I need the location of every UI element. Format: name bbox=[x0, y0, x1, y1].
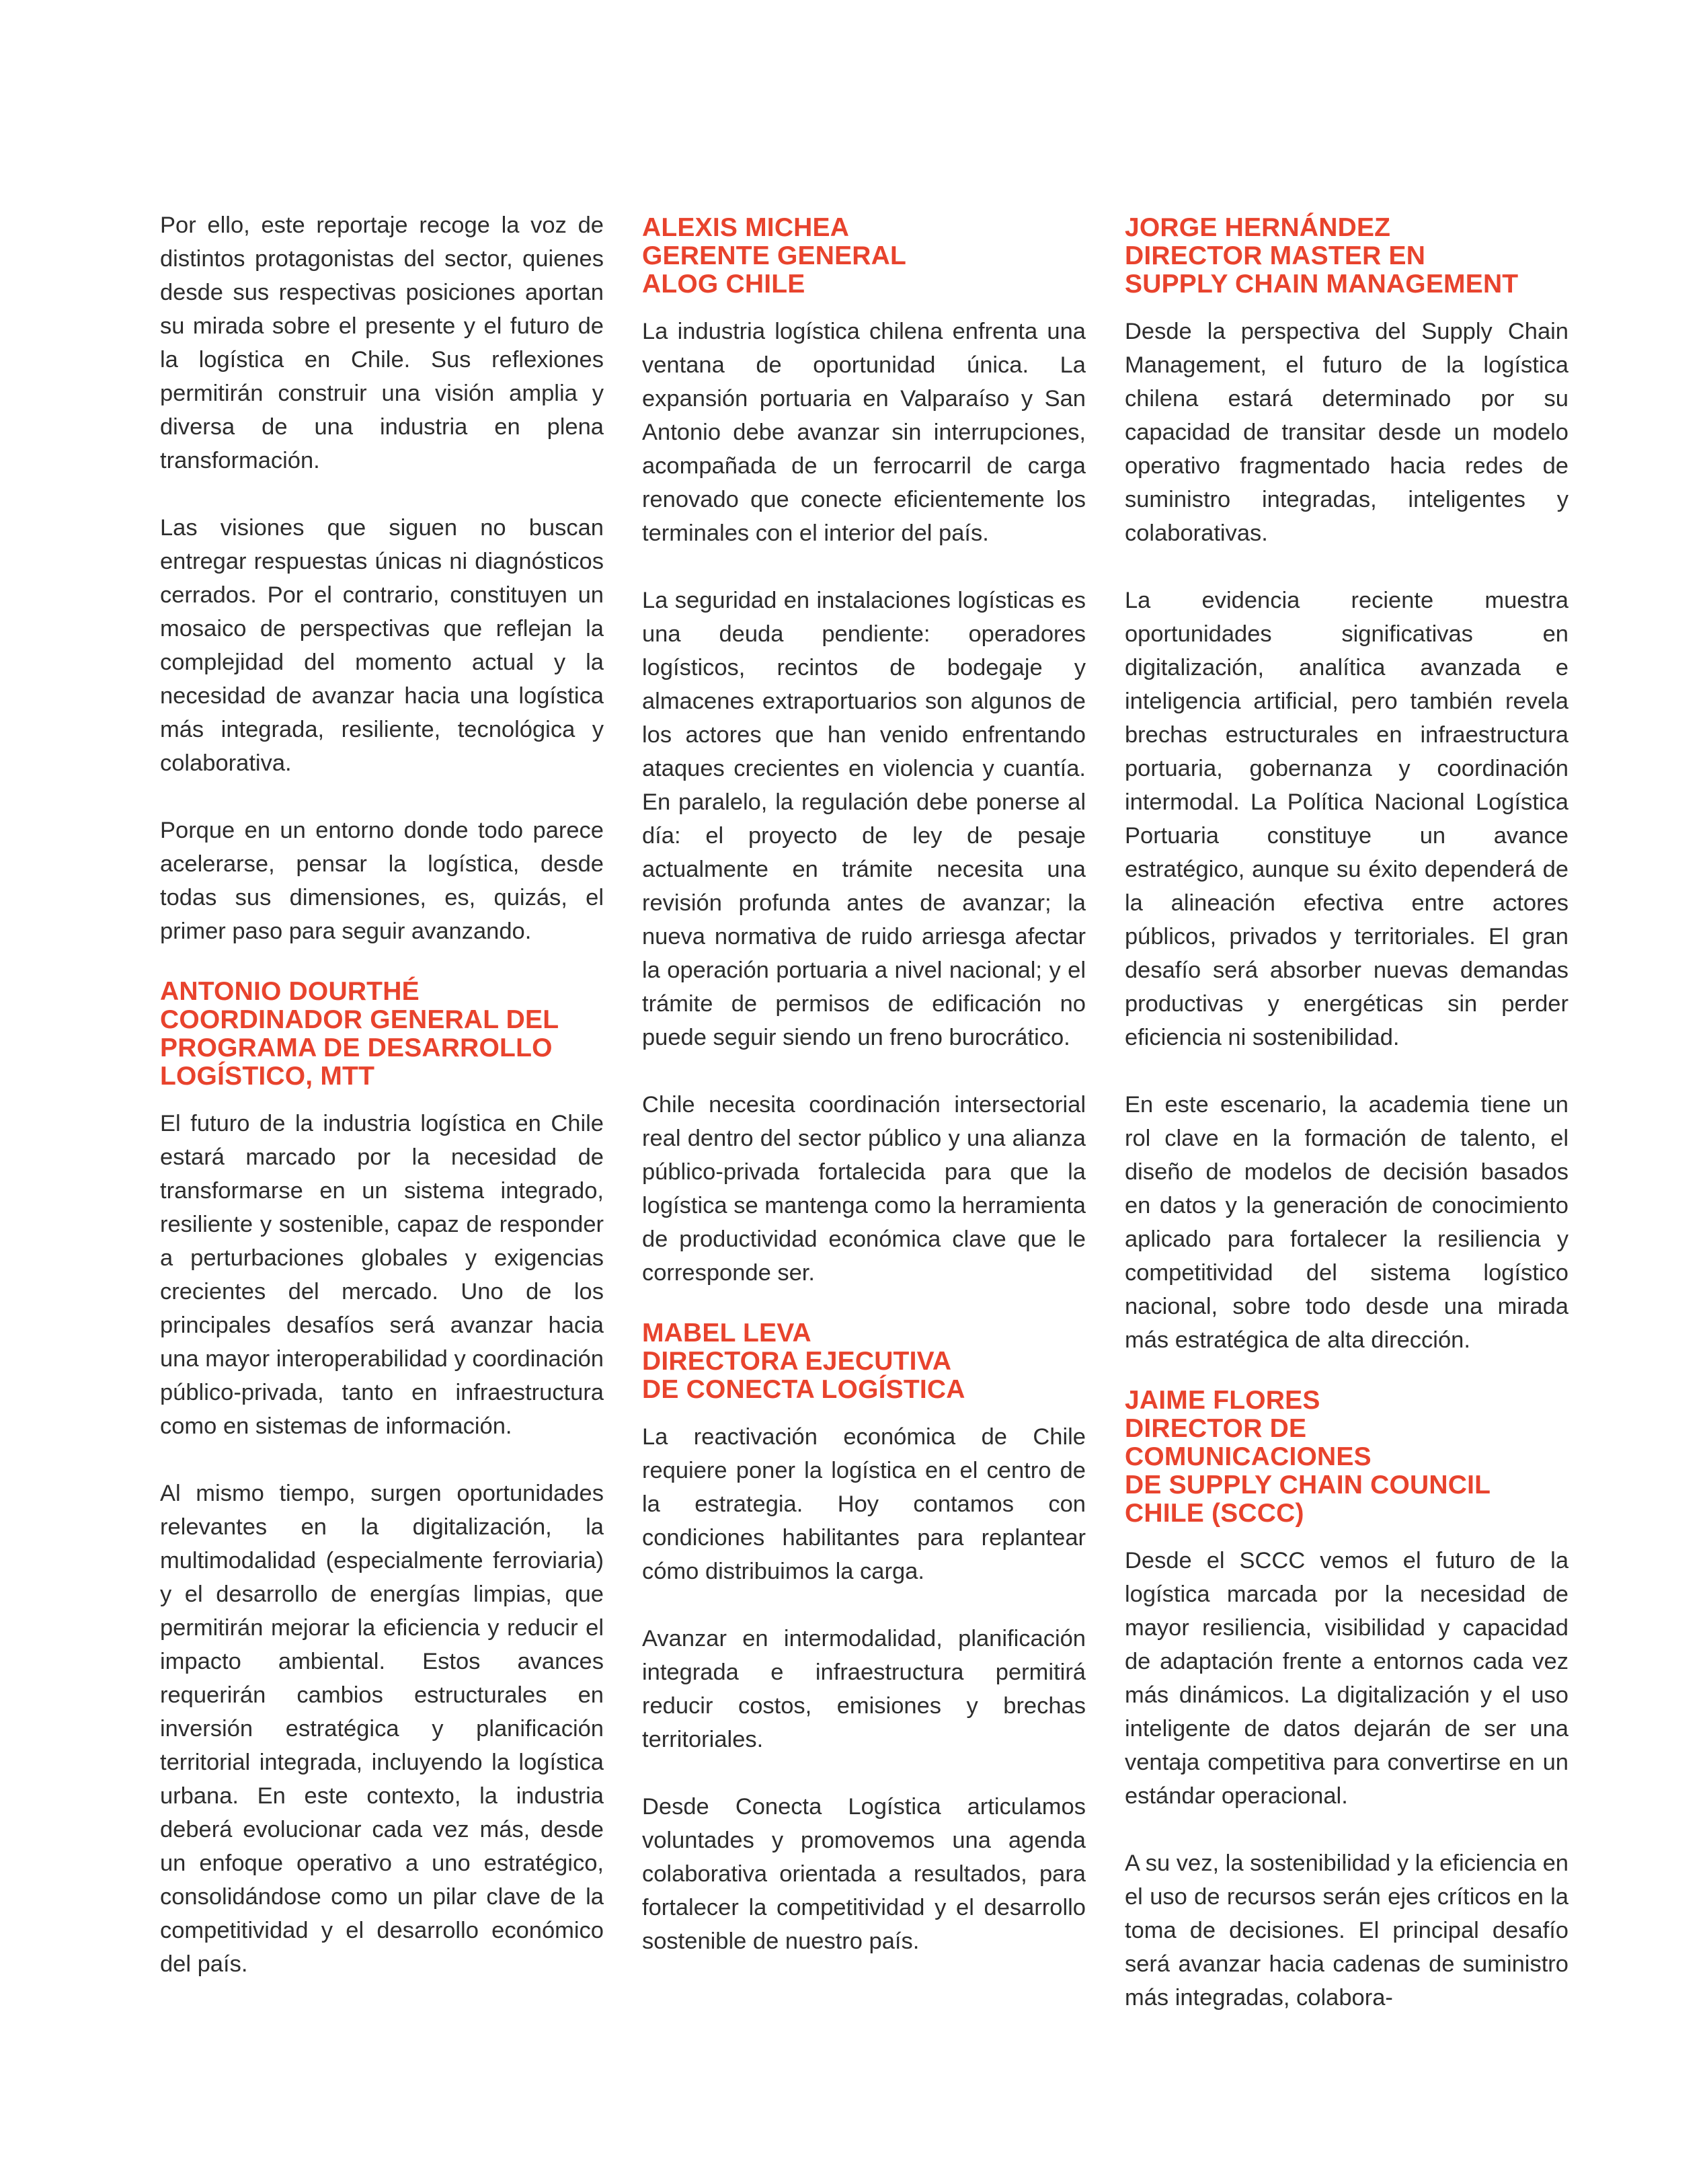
speaker-role-line: COMUNICACIONES bbox=[1125, 1442, 1372, 1471]
quote-paragraph: La reactivación económica de Chile requiere poner la logística en el centro de la estrategia. Hoy contamos con condiciones habilitantes para replantear cómo distribuimos la carga. bbox=[642, 1424, 1086, 1584]
speaker-role-line: LOGÍSTICO, MTT bbox=[160, 1062, 375, 1091]
speaker-heading-alexis-michea bbox=[642, 214, 1086, 299]
speaker-heading-jorge-hernandez bbox=[1125, 214, 1569, 299]
speaker-role-line: PROGRAMA DE DESARROLLO bbox=[160, 1034, 553, 1062]
quote-paragraph: Avanzar en intermodalidad, planificación integrada e infraestructura permitirá reducir costos, emisiones y brechas territoriales. bbox=[642, 1626, 1086, 1752]
intro-paragraph-3: Porque en un entorno donde todo parece acelerarse, pensar la logística, desde todas sus dimensiones, es, quizás, el primer paso para seguir avanzando. bbox=[160, 818, 604, 944]
quote-paragraph: Desde el SCCC vemos el futuro de la logística marcada por la necesidad de mayor resiliencia, visibilidad y capacidad de adaptación frente a entornos cada vez más dinámicos. La digitalización y el uso inteligente de datos dejarán de ser una ventaja competitiva para convertirse en un estándar operacional. bbox=[1125, 1548, 1569, 1809]
intro-paragraph-1: Por ello, este reportaje recoge la voz de distintos protagonistas del sector, quienes desde sus respectivas posiciones aportan su mirada sobre el presente y el futuro de la logística en Chile. Sus reflexiones permitirán construir una visión amplia y diversa de una industria en plena transformación. bbox=[160, 212, 604, 473]
column-left bbox=[160, 208, 604, 2015]
quote-paragraph: Al mismo tiempo, surgen oportunidades relevantes en la digitalización, la multimodalidad (especialmente ferroviaria) y el desarrollo de energías limpias, que permitirán mejorar la eficiencia y reducir el impacto ambiental. Estos avances requerirán cambios estructurales en inversión estratégica y planificación territorial integrada, incluyendo la logística urbana. En este contexto, la industria deberá evolucionar cada vez más, desde un enfoque operativo a uno estratégico, consolidándose como un pilar clave de la competitividad y el desarrollo económico del país. bbox=[160, 1481, 604, 1977]
speaker-role-line: ALOG CHILE bbox=[642, 270, 805, 299]
quote-paragraph: En este escenario, la academia tiene un rol clave en la formación de talento, el diseño de modelos de decisión basados en datos y la generación de conocimiento aplicado para fortalecer la resiliencia y competitividad del sistema logístico nacional, sobre todo desde una mirada más estratégica de alta dirección. bbox=[1125, 1092, 1569, 1353]
speaker-role-line: DE SUPPLY CHAIN COUNCIL bbox=[1125, 1471, 1491, 1499]
quote-paragraph: El futuro de la industria logística en Chile estará marcado por la necesidad de transformarse en un sistema integrado, resiliente y sostenible, capaz de responder a perturbaciones globales y exigencias crecientes del mercado. Uno de los principales desafíos será avanzar hacia una mayor interoperabilidad y coordinación público-privada, tanto en infraestructura como en sistemas de información. bbox=[160, 1111, 604, 1439]
speaker-heading-antonio-dourthe bbox=[160, 978, 604, 1091]
speaker-role-line: GERENTE GENERAL bbox=[642, 241, 907, 270]
speaker-role-line: SUPPLY CHAIN MANAGEMENT bbox=[1125, 270, 1519, 299]
quote-paragraph: Desde la perspectiva del Supply Chain Management, el futuro de la logística chilena estará determinado por su capacidad de transitar desde un modelo operativo fragmentado hacia redes de suministro integradas, inteligentes y colaborativas. bbox=[1125, 319, 1569, 546]
speaker-role-line: DE CONECTA LOGÍSTICA bbox=[642, 1375, 965, 1404]
speaker-role-line: DIRECTOR MASTER EN bbox=[1125, 241, 1426, 270]
speaker-role-line: DIRECTORA EJECUTIVA bbox=[642, 1347, 952, 1376]
speaker-name: JAIME FLORES bbox=[1125, 1386, 1320, 1415]
speaker-role-line: CHILE (SCCC) bbox=[1125, 1499, 1304, 1528]
speaker-role-line: DIRECTOR DE bbox=[1125, 1414, 1307, 1443]
column-right bbox=[1125, 214, 1569, 2048]
quote-paragraph: A su vez, la sostenibilidad y la eficiencia en el uso de recursos serán ejes críticos en la toma de decisiones. El principal desafío será avanzar hacia cadenas de suministro más integradas, colabora- bbox=[1125, 1850, 1569, 2011]
speaker-role-line: COORDINADOR GENERAL DEL bbox=[160, 1005, 559, 1034]
quote-paragraph: La industria logística chilena enfrenta una ventana de oportunidad única. La expansión portuaria en Valparaíso y San Antonio debe avanzar sin interrupciones, acompañada de un ferrocarril de carga renovado que conecte eficientemente los terminales con el interior del país. bbox=[642, 319, 1086, 546]
speaker-heading-mabel-leva bbox=[642, 1319, 1086, 1404]
column-middle bbox=[642, 214, 1086, 1992]
speaker-name: ANTONIO DOURTHÉ bbox=[160, 977, 420, 1006]
intro-paragraph-2: Las visiones que siguen no buscan entregar respuestas únicas ni diagnósticos cerrados. Por el contrario, constituyen un mosaico de perspectivas que reflejan la complejidad del momento actual y la necesidad de avanzar hacia una logística más integrada, resiliente, tecnológica y colaborativa. bbox=[160, 515, 604, 776]
quote-paragraph: Chile necesita coordinación intersectorial real dentro del sector público y una alianza público-privada fortalecida para que la logística se mantenga como la herramienta de productividad económica clave que le corresponde ser. bbox=[642, 1092, 1086, 1286]
speaker-name: JORGE HERNÁNDEZ bbox=[1125, 213, 1391, 242]
speaker-heading-jaime-flores bbox=[1125, 1387, 1569, 1528]
quote-paragraph: Desde Conecta Logística articulamos voluntades y promovemos una agenda colaborativa orientada a resultados, para fortalecer la competitividad y el desarrollo sostenible de nuestro país. bbox=[642, 1794, 1086, 1954]
speaker-name: MABEL LEVA bbox=[642, 1319, 811, 1348]
speaker-name: ALEXIS MICHEA bbox=[642, 213, 850, 242]
quote-paragraph: La seguridad en instalaciones logísticas es una deuda pendiente: operadores logísticos, recintos de bodegaje y almacenes extraportuarios son algunos de los actores que han venido enfrentando ataques crecientes en violencia y cuantía. En paralelo, la regulación debe ponerse al día: el proyecto de ley de pesaje actualmente en trámite necesita una revisión profunda antes de avanzar; la nueva normativa de ruido arriesga afectar la operación portuaria a nivel nacional; y el trámite de permisos de edificación no puede seguir siendo un freno burocrático. bbox=[642, 588, 1086, 1050]
quote-paragraph: La evidencia reciente muestra oportunidades significativas en digitalización, analítica avanzada e inteligencia artificial, pero también revela brechas estructurales en infraestructura portuaria, gobernanza y coordinación intermodal. La Política Nacional Logística Portuaria constituye un avance estratégico, aunque su éxito dependerá de la alineación efectiva entre actores públicos, privados y territoriales. El gran desafío será absorber nuevas demandas productivas y energéticas sin perder eficiencia ni sostenibilidad. bbox=[1125, 588, 1569, 1050]
